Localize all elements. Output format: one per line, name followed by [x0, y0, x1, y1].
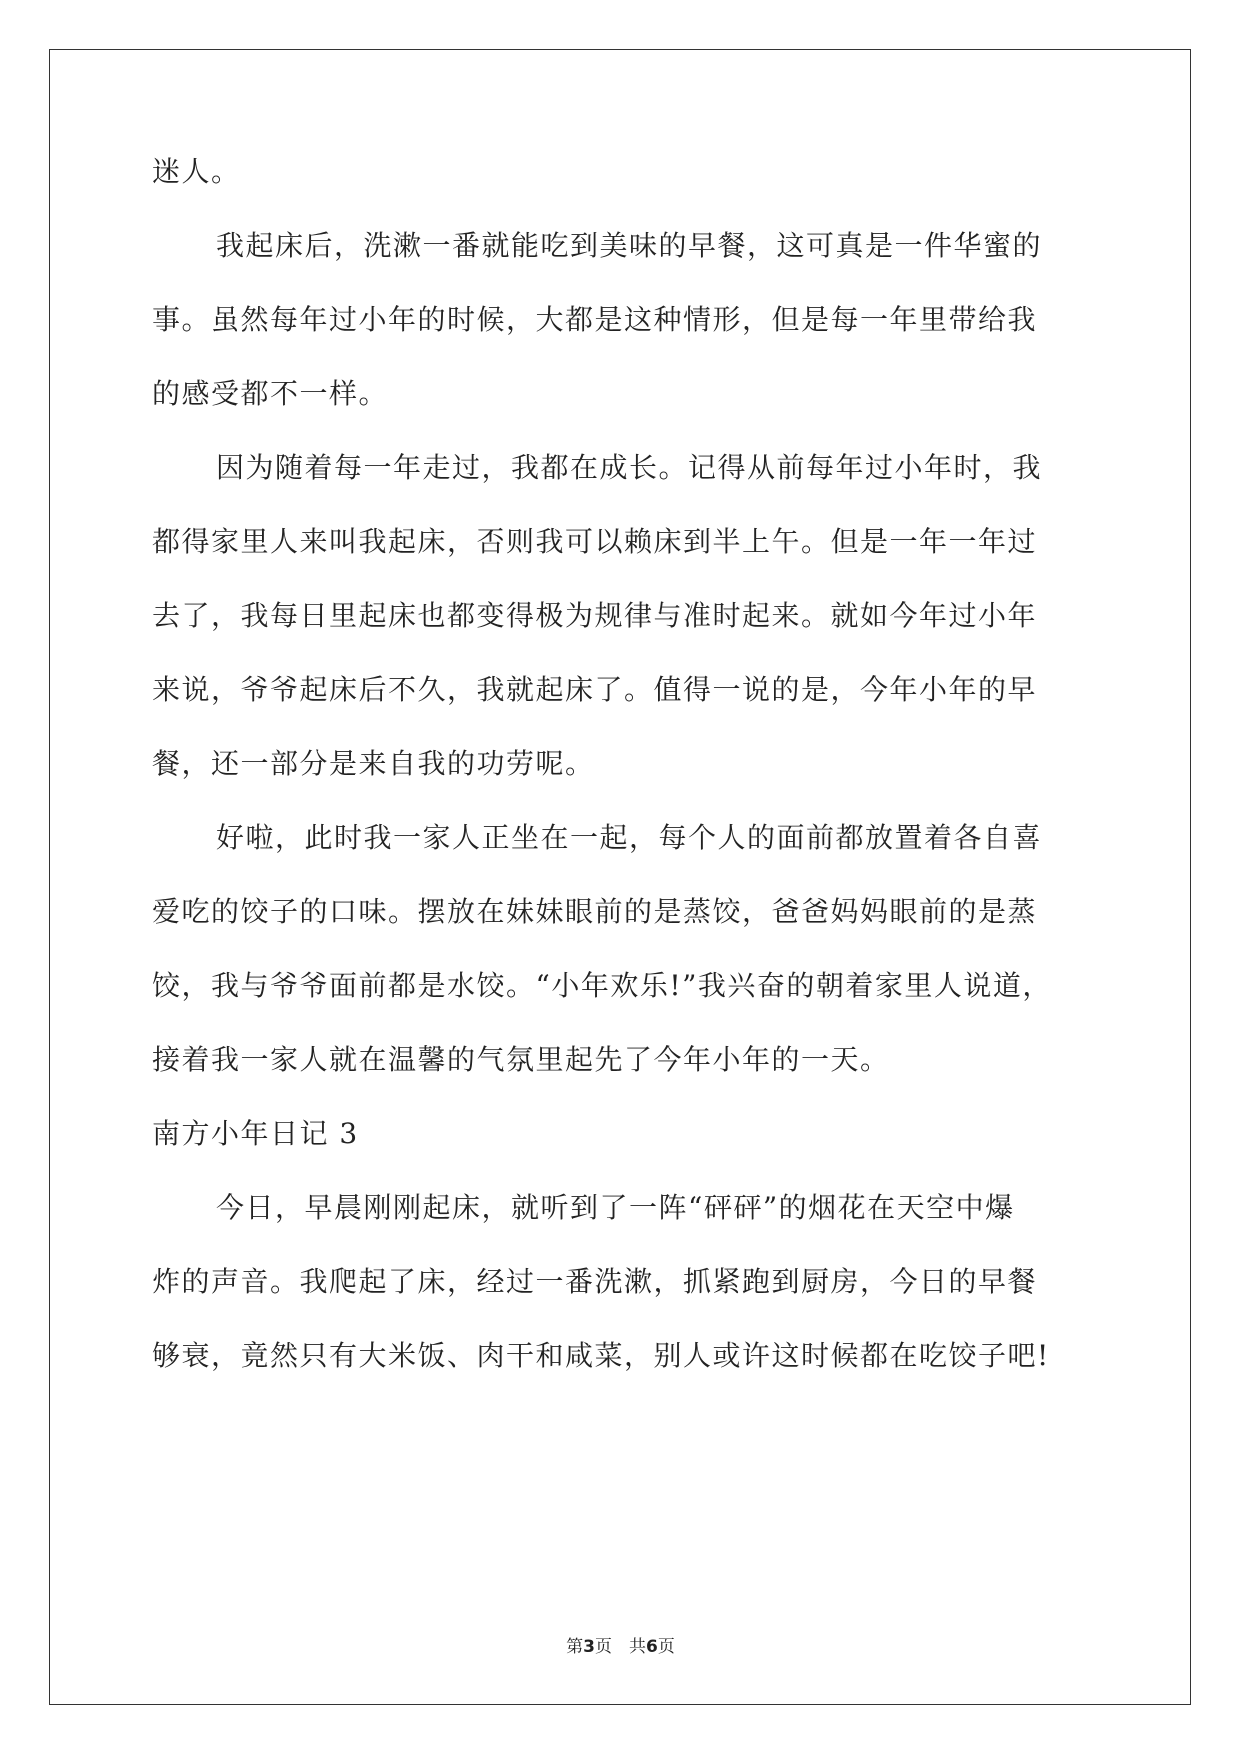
footer-prefix: 第: [566, 1637, 584, 1657]
text-line: 去了，我每日里起床也都变得极为规律与准时起来。就如今年过小年: [152, 599, 1038, 632]
text-line: 炸的声音。我爬起了床，经过一番洗漱，抓紧跑到厨房，今日的早餐: [152, 1265, 1038, 1298]
text-line: 饺，我与爷爷面前都是水饺。“小年欢乐!”我兴奋的朝着家里人说道，: [152, 969, 1052, 1002]
text-line: 的感受都不一样。: [152, 377, 389, 410]
section-heading: 南方小年日记 3: [152, 1117, 359, 1150]
text-line: 爱吃的饺子的口味。摆放在妹妹眼前的是蒸饺，爸爸妈妈眼前的是蒸: [152, 895, 1038, 928]
text-line: 都得家里人来叫我起床，否则我可以赖床到半上午。但是一年一年过: [152, 525, 1038, 558]
paragraph-first-line: 我起床后，洗漱一番就能吃到美味的早餐，这可真是一件华蜜的: [216, 229, 1043, 262]
total-pages-number: 6: [646, 1637, 658, 1657]
paragraph-first-line: 今日，早晨刚刚起床，就听到了一阵“砰砰”的烟花在天空中爆: [216, 1191, 1015, 1224]
text-line: 餐，还一部分是来自我的功劳呢。: [152, 747, 595, 780]
footer-middle: 页 共: [595, 1637, 646, 1657]
text-line: 够衰，竟然只有大米饭、肉干和咸菜，别人或许这时候都在吃饺子吧!: [152, 1339, 1050, 1372]
text-line: 迷人。: [152, 155, 241, 188]
text-line: 接着我一家人就在温馨的气氛里起先了今年小年的一天。: [152, 1043, 890, 1076]
page-frame: [49, 49, 1191, 1705]
current-page-number: 3: [583, 1637, 595, 1657]
paragraph-first-line: 因为随着每一年走过，我都在成长。记得从前每年过小年时，我: [216, 451, 1043, 484]
footer-suffix: 页: [657, 1637, 675, 1657]
text-line: 事。虽然每年过小年的时候，大都是这种情形，但是每一年里带给我: [152, 303, 1038, 336]
paragraph-first-line: 好啦，此时我一家人正坐在一起，每个人的面前都放置着各自喜: [216, 821, 1043, 854]
page-footer: [0, 1632, 1241, 1657]
text-line: 来说，爷爷起床后不久，我就起床了。值得一说的是，今年小年的早: [152, 673, 1038, 706]
